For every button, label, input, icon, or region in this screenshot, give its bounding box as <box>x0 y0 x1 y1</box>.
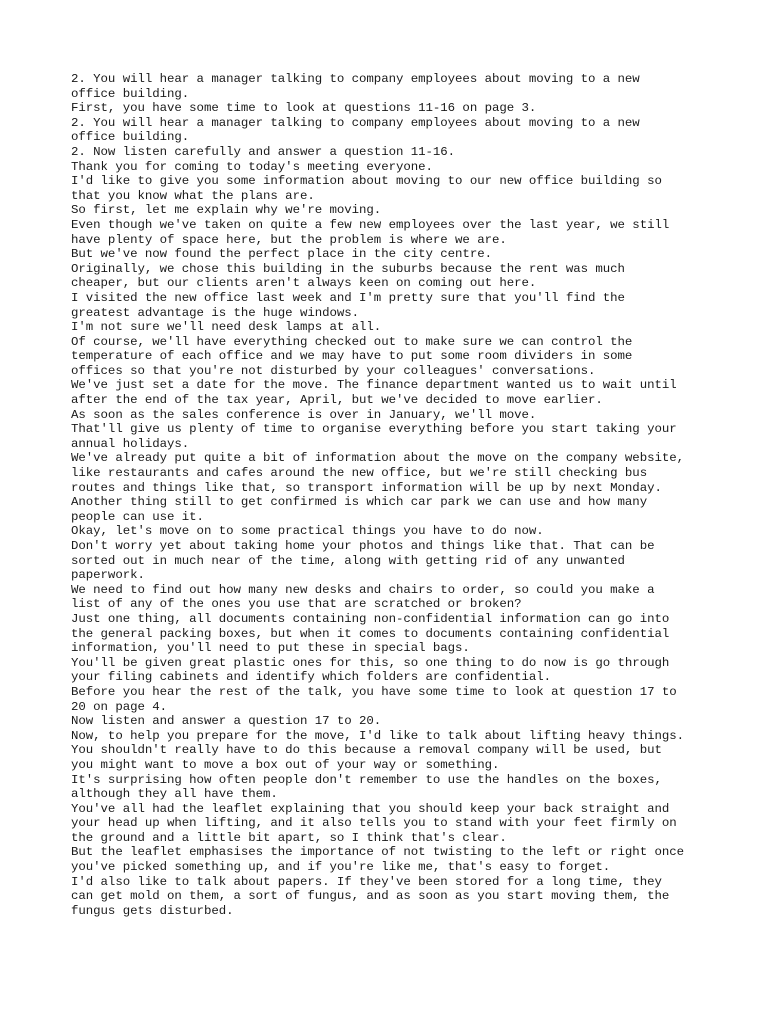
text-line: 20 on page 4. <box>71 699 168 714</box>
text-line: But we've now found the perfect place in the city centre. <box>71 247 492 262</box>
text-line: your head up when lifting, and it also tells you to stand with your feet firmly on <box>71 816 677 831</box>
text-line: like restaurants and cafes around the new office, but we're still checking bus <box>71 466 648 481</box>
text-line: you've picked something up, and if you're like me, that's easy to forget. <box>71 860 611 875</box>
text-line: You've all had the leaflet explaining that you should keep your back straight and <box>71 801 670 816</box>
text-line: after the end of the tax year, April, but we've decided to move earlier. <box>71 393 603 408</box>
text-line: Don't worry yet about taking home your photos and things like that. That can be <box>71 539 655 553</box>
text-line: We need to find out how many new desks and chairs to order, so could you make a <box>71 582 655 597</box>
text-line: We've already put quite a bit of information about the move on the company website, <box>71 451 685 466</box>
text-line: 2. You will hear a manager talking to company employees about moving to a new <box>71 72 640 86</box>
text-line: although they all have them. <box>71 787 278 802</box>
text-line: Okay, let's move on to some practical things you have to do now. <box>71 524 544 539</box>
text-line: temperature of each office and we may have to put some room dividers in some <box>71 349 633 364</box>
text-line: sorted out in much near of the time, along with getting rid of any unwanted <box>71 553 625 568</box>
text-line: that you know what the plans are. <box>71 188 315 203</box>
text-line: information, you'll need to put these in special bags. <box>71 641 470 656</box>
text-line: Even though we've taken on quite a few new employees over the last year, we still <box>71 217 670 232</box>
text-line: It's surprising how often people don't remember to use the handles on the boxes, <box>71 772 662 787</box>
text-line: office building. <box>71 86 190 101</box>
text-line: Of course, we'll have everything checked out to make sure we can control the <box>71 334 633 349</box>
text-line: I'd also like to talk about papers. If they've been stored for a long time, they <box>71 874 662 889</box>
text-line: Now, to help you prepare for the move, I'd like to talk about lifting heavy things. <box>71 728 685 743</box>
text-line: You shouldn't really have to do this because a removal company will be used, but <box>71 743 662 758</box>
text-line: cheaper, but our clients aren't always keen on coming out here. <box>71 276 537 291</box>
text-line: So first, let me explain why we're moving. <box>71 203 382 218</box>
text-line: Now listen and answer a question 17 to 20. <box>71 714 382 729</box>
text-line: Before you hear the rest of the talk, you have some time to look at question 17 to <box>71 684 677 699</box>
text-line: 2. Now listen carefully and answer a question 11-16. <box>71 144 456 159</box>
text-line: Another thing still to get confirmed is which car park we can use and how many <box>71 495 648 510</box>
text-line: Just one thing, all documents containing non-confidential information can go into <box>71 611 670 626</box>
text-line: can get mold on them, a sort of fungus, and as soon as you start moving them, the <box>71 889 670 904</box>
text-line: have plenty of space here, but the problem is where we are. <box>71 232 507 247</box>
text-line: you might want to move a box out of your way or something. <box>71 757 500 772</box>
text-line: your filing cabinets and identify which folders are confidential. <box>71 670 552 685</box>
text-line: That'll give us plenty of time to organise everything before you start taking your <box>71 422 677 437</box>
text-line: But the leaflet emphasises the importance of not twisting to the left or right once <box>71 845 685 860</box>
text-line: You'll be given great plastic ones for this, so one thing to do now is go through <box>71 655 670 670</box>
text-line: office building. <box>71 130 190 145</box>
text-line: We've just set a date for the move. The finance department wanted us to wait until <box>71 378 677 393</box>
text-line: the general packing boxes, but when it comes to documents containing confidential <box>71 626 670 641</box>
text-line: people can use it. <box>71 509 204 524</box>
text-line: Thank you for coming to today's meeting everyone. <box>71 159 433 174</box>
text-line: As soon as the sales conference is over in January, we'll move. <box>71 407 537 422</box>
text-line: Originally, we chose this building in the suburbs because the rent was much <box>71 261 625 276</box>
text-line: I'm not sure we'll need desk lamps at all. <box>71 320 382 335</box>
text-line: First, you have some time to look at questions 11-16 on page 3. <box>71 101 537 116</box>
text-line: list of any of the ones you use that are scratched or broken? <box>71 597 522 612</box>
text-line: offices so that you're not disturbed by your colleagues' conversations. <box>71 363 596 378</box>
text-line: greatest advantage is the huge windows. <box>71 305 360 320</box>
text-line: the ground and a little bit apart, so I think that's clear. <box>71 830 507 845</box>
text-line: 2. You will hear a manager talking to company employees about moving to a new <box>71 115 640 130</box>
text-line: routes and things like that, so transport information will be up by next Monday. <box>71 480 662 495</box>
text-line: I'd like to give you some information about moving to our new office building so <box>71 174 662 189</box>
text-line: paperwork. <box>71 568 145 583</box>
transcript-text <box>71 72 731 918</box>
text-line: annual holidays. <box>71 436 190 451</box>
text-line: I visited the new office last week and I'm pretty sure that you'll find the <box>71 290 625 305</box>
text-line: fungus gets disturbed. <box>71 903 234 918</box>
